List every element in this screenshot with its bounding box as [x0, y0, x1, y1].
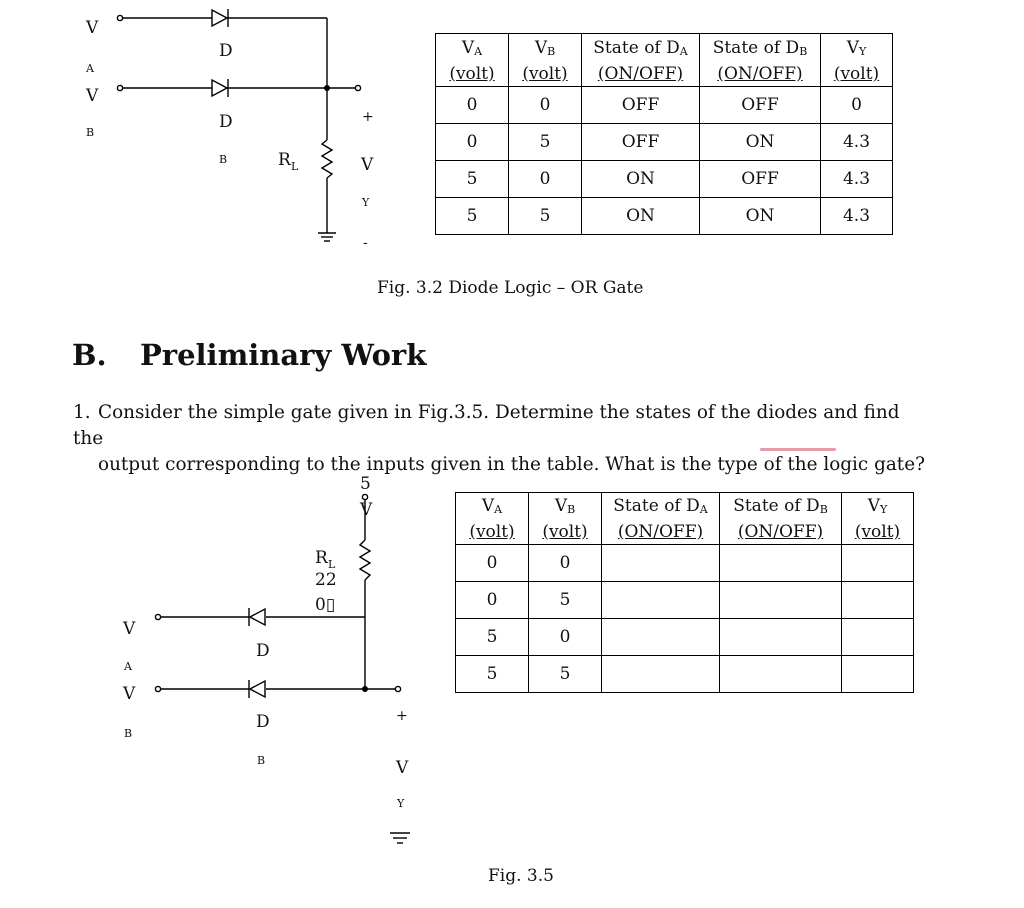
table-cell-empty — [602, 619, 720, 656]
table-cell: OFF — [582, 124, 700, 161]
label-plus: + — [396, 708, 408, 724]
table-cell: 4.3 — [821, 198, 893, 235]
table-cell-empty — [602, 545, 720, 582]
label-supply-v: V — [360, 500, 373, 520]
table-cell: 0 — [821, 87, 893, 124]
table-cell: 0 — [509, 87, 582, 124]
question-line-2: output corresponding to the inputs given in the table. What is the type of the logic gate? — [98, 454, 925, 475]
table-cell: 5 — [529, 656, 602, 693]
table-cell-empty — [842, 619, 914, 656]
table-row — [456, 582, 914, 619]
table-row — [456, 545, 914, 582]
label-va-a: A — [86, 62, 94, 75]
label-vy-y: Y — [362, 196, 370, 209]
header-vb: $V_B$ (volt) — [509, 34, 582, 87]
table-cell: 5 — [509, 124, 582, 161]
header-vy: $V_Y$ (volt) — [821, 34, 893, 87]
table-cell-empty — [720, 656, 842, 693]
diode-db-symbol — [249, 680, 265, 698]
label-da: D — [219, 41, 233, 61]
table-cell: 0 — [529, 619, 602, 656]
label-vy-y: Y — [397, 797, 405, 810]
table-cell: 5 — [436, 198, 509, 235]
table-cell: 5 — [456, 619, 529, 656]
figure-caption-3-5: Fig. 3.5 — [488, 866, 554, 886]
label-vy-v: V — [396, 758, 409, 778]
table-cell: 5 — [456, 656, 529, 693]
table-cell-empty — [720, 582, 842, 619]
question-line-1: Consider the simple gate given in Fig.3.5. Determine the states of the diodes and find the — [73, 402, 900, 449]
diode-da-symbol — [249, 608, 265, 626]
table-cell: ON — [582, 198, 700, 235]
table-cell: OFF — [700, 87, 821, 124]
table-row — [456, 619, 914, 656]
header-state-da: State of $D_A$ (ON/OFF) — [582, 34, 700, 87]
label-rl-sub: L — [291, 160, 299, 173]
label-rl: R — [315, 548, 328, 568]
label-vb-b: B — [124, 727, 133, 740]
header-state-db: State of $D_B$ (ON/OFF) — [700, 34, 821, 87]
label-rl-sub: L — [328, 558, 336, 571]
table-cell-empty — [720, 619, 842, 656]
table-cell-empty — [602, 582, 720, 619]
label-va-a: A — [124, 660, 132, 673]
question-number: 1. — [73, 402, 91, 423]
table-cell-empty — [720, 545, 842, 582]
table-cell: 0 — [436, 87, 509, 124]
label-minus: - — [363, 235, 368, 251]
header-va: $V_A$ (volt) — [436, 34, 509, 87]
table-cell-empty — [842, 656, 914, 693]
label-vb-v: V — [86, 86, 99, 106]
table-cell: ON — [700, 124, 821, 161]
label-plus: + — [362, 109, 374, 125]
label-vb-b: B — [86, 126, 95, 139]
label-db: D — [219, 112, 233, 132]
header-va: $V_A$ (volt) — [456, 493, 529, 545]
table-cell: OFF — [582, 87, 700, 124]
table-cell: 0 — [456, 545, 529, 582]
label-rl: R — [278, 150, 291, 170]
table-cell: ON — [582, 161, 700, 198]
label-da: D — [256, 641, 270, 661]
header-vb: $V_B$ (volt) — [529, 493, 602, 545]
label-vy-v: V — [361, 155, 374, 175]
label-va-v: V — [86, 18, 99, 38]
table-cell-empty — [842, 545, 914, 582]
label-db-sub: B — [257, 754, 266, 767]
table-row — [456, 656, 914, 693]
label-va-v: V — [123, 619, 136, 639]
label-db-sub: B — [219, 153, 228, 166]
label-vb-v: V — [123, 684, 136, 704]
figure-caption-3-2: Fig. 3.2 Diode Logic – OR Gate — [377, 278, 644, 298]
table-cell: 0 — [436, 124, 509, 161]
label-rl-value-2: 0▯ — [315, 595, 336, 615]
table-cell: OFF — [700, 161, 821, 198]
header-state-db: State of $D_B$ (ON/OFF) — [720, 493, 842, 545]
label-supply: 5 — [360, 474, 371, 494]
table-cell: 5 — [509, 198, 582, 235]
header-vy: $V_Y$ (volt) — [842, 493, 914, 545]
table-header-row — [456, 493, 914, 545]
table-cell: 5 — [436, 161, 509, 198]
fig35-truth-table — [455, 492, 914, 693]
table-cell: ON — [700, 198, 821, 235]
header-state-da: State of $D_A$ (ON/OFF) — [602, 493, 720, 545]
table-cell: 0 — [456, 582, 529, 619]
label-rl-value-1: 22 — [315, 570, 337, 590]
table-cell: 0 — [529, 545, 602, 582]
section-title: Preliminary Work — [140, 338, 427, 372]
section-number: B. — [72, 338, 107, 372]
table-cell-empty — [842, 582, 914, 619]
table-cell: 4.3 — [821, 161, 893, 198]
table-cell: 0 — [509, 161, 582, 198]
table-cell-empty — [602, 656, 720, 693]
table-cell: 5 — [529, 582, 602, 619]
label-db: D — [256, 712, 270, 732]
table-cell: 4.3 — [821, 124, 893, 161]
